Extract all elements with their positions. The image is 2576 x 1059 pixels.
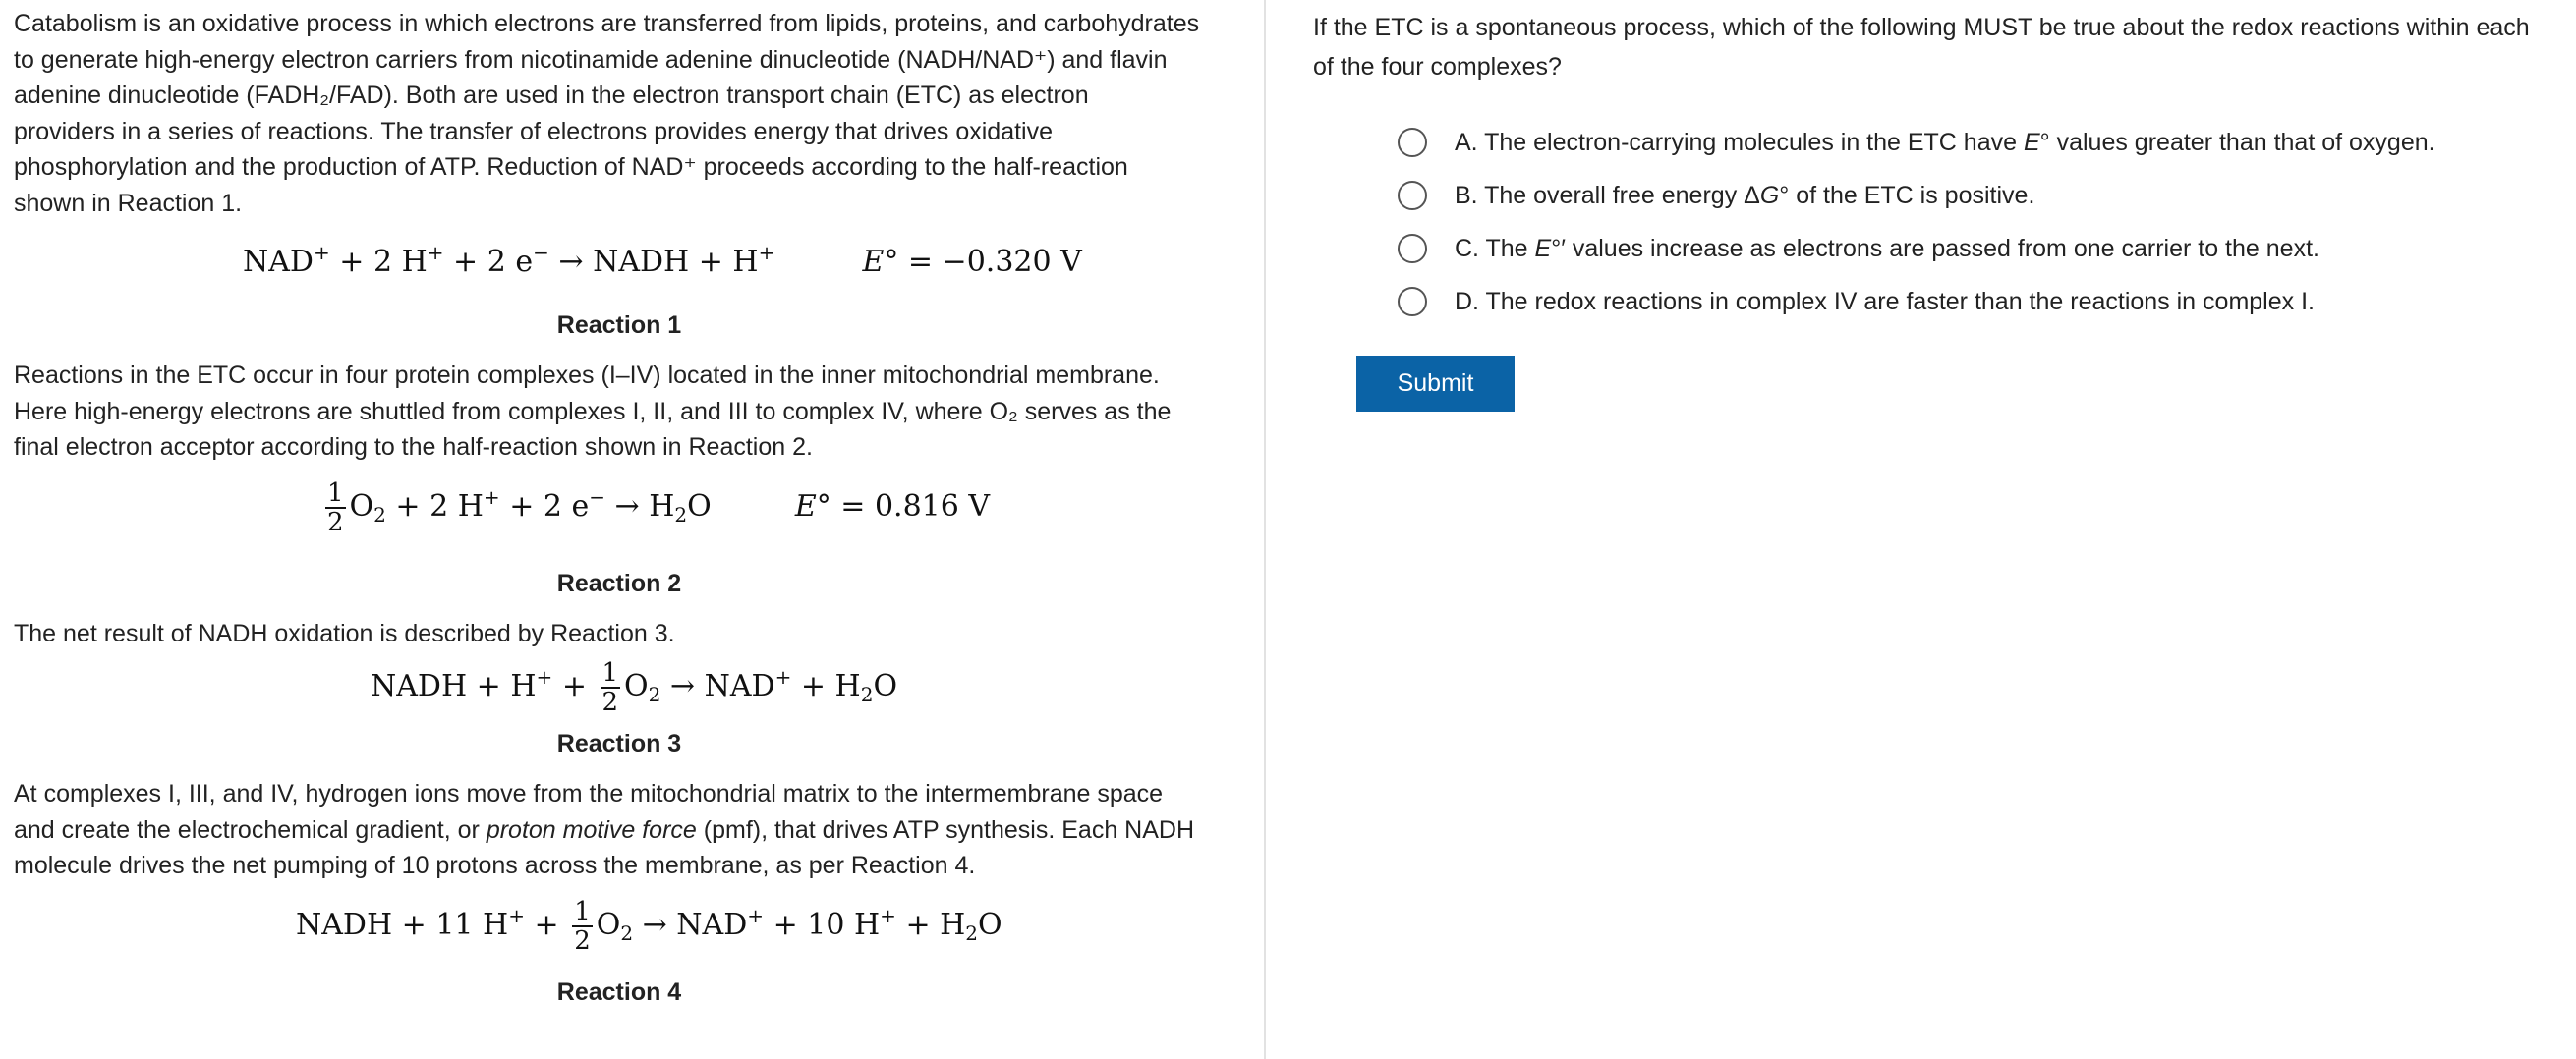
reaction-2-caption: Reaction 2 — [556, 569, 682, 597]
fraction-one-half: $\frac{1}{2}$ — [327, 477, 344, 537]
reaction-3-equation: NADH + H+ + $\frac{1}{2}$ $O_2 \to NAD^+ + H_2O$ — [371, 658, 898, 717]
reaction-4-equation: NADH + 11 H+ + $\frac{1}{2}$ $O_2 \to NAD^+ + 10$ $H^+ + H_2O$ — [296, 896, 1002, 956]
reaction-1-caption: Reaction 1 — [556, 311, 682, 339]
answer-options — [1313, 116, 2576, 328]
option-a-radio[interactable] — [1398, 128, 1427, 157]
passage-paragraph-3: The net result of NADH oxidation is described by Reaction 3. — [14, 619, 675, 647]
passage-paragraph-4: At complexes I, III, and IV, hydrogen ions move from the mitochondrial matrix to the intermembrane space and create the electrochemical gradient, or proton motive force (pmf), that drives ATP synthesis. Each NADH molecule drives the net pumping of 10 protons across the membrane, as per Reaction 4. — [14, 780, 1195, 879]
option-c-label[interactable]: C. The E°′ values increase as electrons are passed from one carrier to the next. — [1455, 234, 2319, 262]
option-b-radio[interactable] — [1398, 181, 1427, 210]
question-stem: If the ETC is a spontaneous process, which of the following MUST be true about the redox reactions within each of the four complexes? — [1313, 14, 2530, 81]
fraction-one-half: $\frac{1}{2}$ — [574, 896, 591, 956]
passage-panel — [0, 0, 1266, 1059]
option-d[interactable] — [1313, 275, 2576, 328]
option-c-radio[interactable] — [1398, 234, 1427, 263]
option-d-radio[interactable] — [1398, 287, 1427, 316]
reaction-4-caption: Reaction 4 — [556, 977, 682, 1006]
submit-button[interactable]: Submit — [1356, 356, 1515, 412]
option-a-label[interactable]: A. The electron-carrying molecules in the ETC have E° values greater than that of oxygen. — [1455, 128, 2435, 156]
passage-paragraph-2: Reactions in the ETC occur in four protein complexes (I–IV) located in the inner mitochondrial membrane. Here high-energy electrons are shuttled from complexes I, II, and III to complex IV, where O₂ serves as the final electron acceptor according to the half-reaction shown in Reaction 2. — [14, 362, 1172, 461]
reaction-3-caption: Reaction 3 — [556, 730, 682, 757]
fraction-one-half: $\frac{1}{2}$ — [601, 658, 619, 717]
option-b-label[interactable]: B. The overall free energy ΔG° of the ETC is positive. — [1455, 181, 2035, 209]
option-a[interactable] — [1313, 116, 2576, 169]
option-d-label[interactable]: D. The redox reactions in complex IV are faster than the reactions in complex I. — [1455, 287, 2315, 315]
reaction-2-equation: $\frac{1}{2}$ $O_2 + 2$ H+ + 2 $e^- \to H_2O$ E° = 0.816 V — [327, 477, 991, 537]
option-c[interactable] — [1313, 222, 2576, 275]
passage-paragraph-1: Catabolism is an oxidative process in which electrons are transferred from lipids, proteins, and carbohydrates to generate high-energy electron carriers from nicotinamide adenine dinucleotide (NADH/NAD⁺) and flavin adenine dinucleotide (FADH₂/FAD). Both are used in the electron transport chain (ETC) as electron providers in a series of reactions. The transfer of electrons provides energy that drives oxidative phosphorylation and the production of ATP. Reduction of NAD⁺ proceeds according to the half-reaction shown in Reaction 1. — [14, 10, 1200, 217]
option-b[interactable] — [1313, 169, 2576, 222]
reaction-1-equation: NAD+ + 2 H+ + 2 e− → NADH + H+ E° = −0.320 V — [243, 241, 1082, 279]
question-panel — [1268, 0, 2576, 1059]
